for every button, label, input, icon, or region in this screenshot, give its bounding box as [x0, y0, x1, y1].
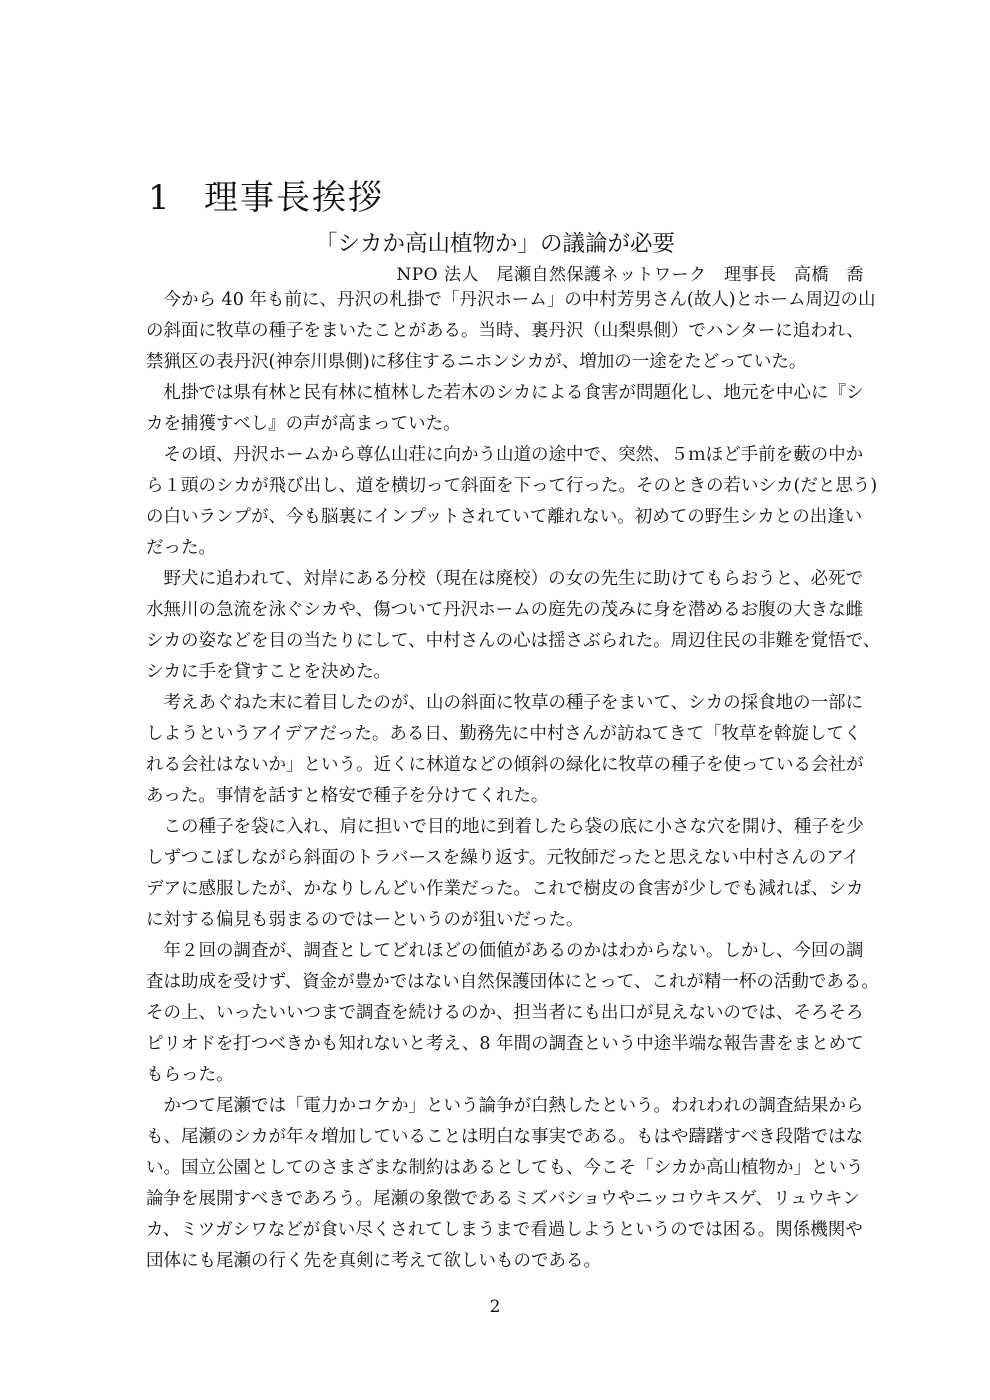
body-line: 考えあぐねた末に着目したのが、山の斜面に牧草の種子をまいて、シカの採食地の一部に [146, 693, 864, 713]
body-line: デアに感服したが、かなりしんどい作業だった。これで樹皮の食害が少しでも減れば、シカ [146, 879, 864, 899]
page-number: 2 [489, 1297, 501, 1317]
article-body [146, 285, 881, 1277]
body-line: その上、いったいいつまで調査を続けるのか、担当者にも出口が見えないのでは、そろそろ [146, 1003, 864, 1023]
body-line: ピリオドを打つべきかも知れないと考え、8 年間の調査という中途半端な報告書をまとめて [146, 1034, 864, 1054]
body-line: に対する偏見も弱まるのではーというのが狙いだった。 [146, 910, 584, 930]
body-line: シカに手を貸すことを決めた。 [146, 662, 391, 682]
body-line: かつて尾瀬では「電力かコケか」という論争が白熱したという。われわれの調査結果から [146, 1096, 864, 1116]
body-line: れる会社はないか」という。近くに林道などの傾斜の緑化に牧草の種子を使っている会社が [146, 755, 864, 775]
body-line: 年２回の調査が、調査としてどれほどの価値があるのかはわからない。しかし、今回の調 [146, 941, 864, 961]
body-line: 札掛では県有林と民有林に植林した若木のシカによる食害が問題化し、地元を中心に『シ [146, 383, 864, 403]
body-line: しずつこぼしながら斜面のトラバースを繰り返す。元牧師だったと思えない中村さんのアイ [146, 848, 860, 868]
body-line: の斜面に牧草の種子をまいたことがある。当時、裏丹沢（山梨県側）でハンターに追われ、 [146, 321, 864, 341]
body-line: 禁猟区の表丹沢(神奈川県側)に移住するニホンシカが、増加の一途をたどっていた。 [146, 352, 807, 372]
section-number: 1 [148, 178, 172, 218]
body-line: い。国立公園としてのさまざまな制約はあるとしても、今こそ「シカか高山植物か」という [146, 1158, 864, 1178]
body-line: その頃、丹沢ホームから尊仏山荘に向かう山道の途中で、突然、５ｍほど手前を藪の中か [146, 445, 864, 465]
body-line: ら１頭のシカが飛び出し、道を横切って斜面を下って行った。そのときの若いシカ(だと思う) [146, 476, 878, 496]
article-subtitle: 「シカか高山植物か」の議論が必要 [314, 231, 675, 257]
body-line: シカの姿などを目の当たりにして、中村さんの心は揺さぶられた。周辺住民の非難を覚悟で、 [146, 631, 881, 651]
body-line: 水無川の急流を泳ぐシカや、傷ついて丹沢ホームの庭先の茂みに身を潜めるお腹の大きな雌 [146, 600, 864, 620]
body-line: だった。 [146, 538, 216, 558]
body-line: 査は助成を受けず、資金が豊かではない自然保護団体にとって、これが精一杯の活動である。 [146, 972, 879, 992]
body-line: カ、ミツガシワなどが食い尽くされてしまうまで看過しようというのでは困る。関係機関や [146, 1220, 863, 1240]
body-line: 今から 40 年も前に、丹沢の札掛で「丹沢ホーム」の中村芳男さん(故人)とホーム周辺の山 [146, 290, 876, 310]
body-line: しようというアイデアだった。ある日、勤務先に中村さんが訪ねてきて「牧草を斡旋してく [146, 724, 862, 744]
author-line: NPO 法人 尾瀬自然保護ネットワーク 理事長 高橋 喬 [396, 265, 864, 285]
body-line: もらった。 [146, 1065, 234, 1085]
page-title [148, 170, 384, 219]
body-line: この種子を袋に入れ、肩に担いで目的地に到着したら袋の底に小さな穴を開け、種子を少 [146, 817, 864, 837]
body-line: 野犬に追われて、対岸にある分校（現在は廃校）の女の先生に助けてもらおうと、必死で [146, 569, 864, 589]
body-line: あった。事情を話すと格安で種子を分けてくれた。 [146, 786, 549, 806]
body-line: 論争を展開すべきであろう。尾瀬の象徴であるミズバショウやニッコウキスゲ、リュウキン [146, 1189, 860, 1209]
body-line: も、尾瀬のシカが年々増加していることは明白な事実である。もはや躊躇すべき段階ではな [146, 1127, 864, 1147]
body-line: 団体にも尾瀬の行く先を真剣に考えて欲しいものである。 [146, 1251, 601, 1271]
section-title: 理事長挨拶 [204, 178, 384, 218]
body-line: の白いランプが、今も脳裏にインプットされていて離れない。初めての野生シカとの出逢い [146, 507, 863, 527]
body-line: カを捕獲すべし』の声が高まっていた。 [146, 414, 461, 434]
